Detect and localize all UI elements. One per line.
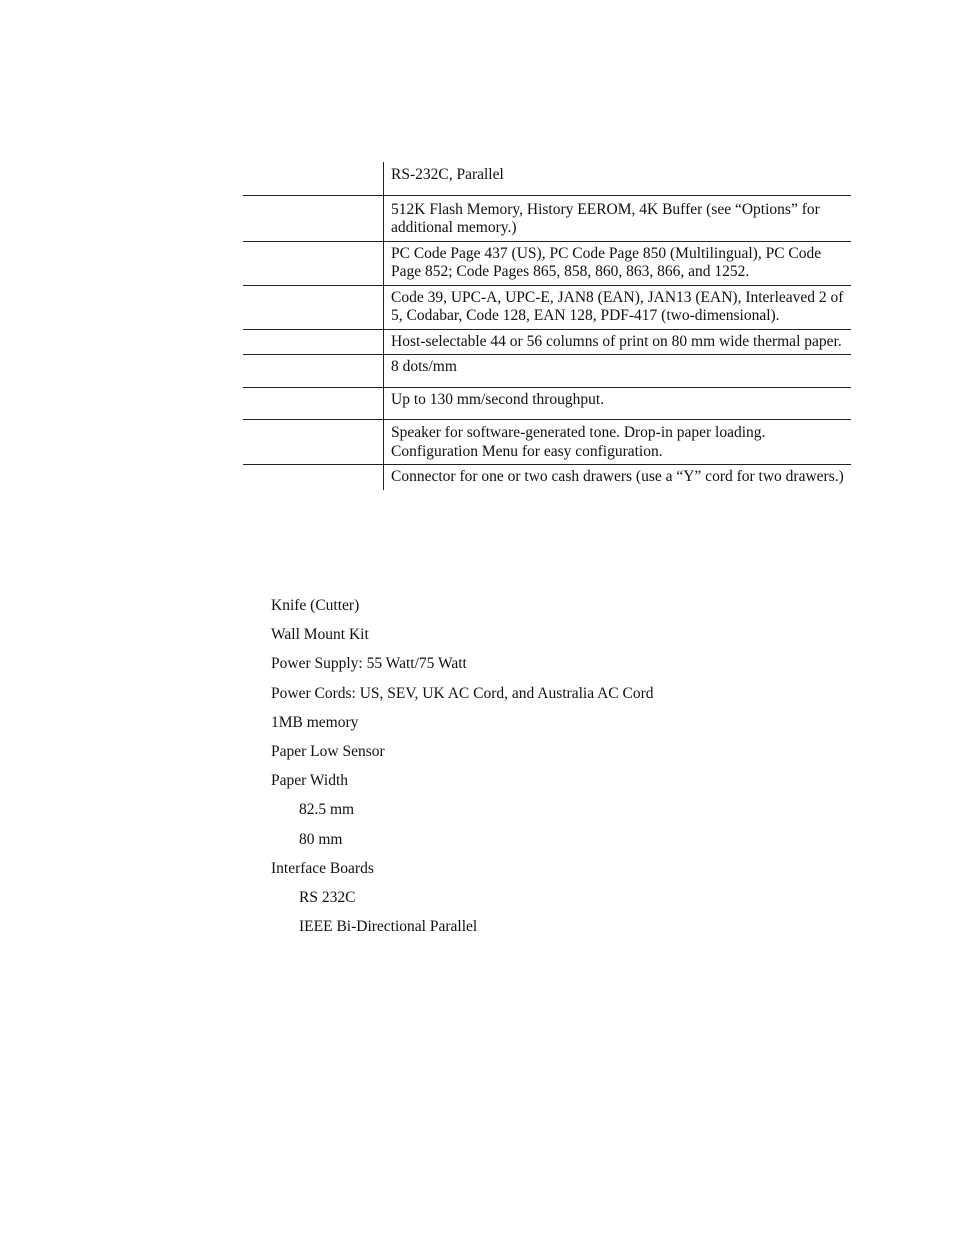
- spec-label-cell: [243, 286, 383, 329]
- list-item: Paper Width: [271, 772, 349, 790]
- spec-value-memory: 512K Flash Memory, History EEROM, 4K Buffer (see “Options” for additional memory.): [383, 196, 851, 241]
- options-list: [271, 597, 654, 947]
- spec-value-features: Speaker for software-generated tone. Drop-in paper loading. Configuration Menu for easy configuration.: [383, 420, 851, 464]
- spec-value-bar-codes: Code 39, UPC-A, UPC-E, JAN8 (EAN), JAN13 (EAN), Interleaved 2 of 5, Codabar, Code 128, EAN 128, PDF-417 (two-dimensional).: [383, 286, 851, 329]
- list-item: Knife (Cutter): [271, 597, 360, 614]
- spec-row-memory: [243, 196, 851, 242]
- spec-label-cell: [243, 196, 383, 241]
- spec-row-bar-codes: [243, 286, 851, 330]
- list-item: Wall Mount Kit: [271, 626, 369, 644]
- spec-label-cell: [243, 388, 383, 420]
- spec-label-cell: [243, 162, 383, 195]
- spec-row-speed: [243, 388, 851, 421]
- spec-label-cell: [243, 420, 383, 464]
- spec-row-cash-drawer: [243, 465, 851, 490]
- list-item: 1MB memory: [271, 713, 359, 731]
- spec-label-cell: [243, 355, 383, 387]
- spec-row-resolution: [243, 355, 851, 388]
- list-item: Power Supply: 55 Watt/75 Watt: [271, 655, 467, 673]
- spec-row-features: [243, 420, 851, 465]
- list-subitem: 80 mm: [299, 830, 343, 848]
- spec-label-cell: [243, 465, 383, 490]
- spec-value-interface: RS-232C, Parallel: [383, 162, 851, 195]
- spec-value-speed: Up to 130 mm/second throughput.: [383, 388, 851, 420]
- list-subitem: RS 232C: [299, 888, 356, 906]
- spec-table: [243, 162, 851, 490]
- spec-value-resolution: 8 dots/mm: [383, 355, 851, 387]
- spec-row-print-columns: [243, 330, 851, 356]
- spec-label-cell: [243, 242, 383, 285]
- list-item: Interface Boards: [271, 859, 374, 877]
- list-subitem: 82.5 mm: [299, 801, 355, 819]
- spec-row-code-pages: [243, 242, 851, 286]
- list-item: Paper Low Sensor: [271, 742, 385, 760]
- spec-value-cash-drawer: Connector for one or two cash drawers (use a “Y” cord for two drawers.): [383, 465, 851, 490]
- spec-value-code-pages: PC Code Page 437 (US), PC Code Page 850 (Multilingual), PC Code Page 852; Code Pages 865, 858, 860, 863, 866, and 1252.: [383, 242, 851, 285]
- spec-row-interface: [243, 162, 851, 196]
- list-subitem: IEEE Bi-Directional Parallel: [299, 918, 478, 936]
- spec-value-print-columns: Host-selectable 44 or 56 columns of print on 80 mm wide thermal paper.: [383, 330, 851, 355]
- list-item: Power Cords: US, SEV, UK AC Cord, and Australia AC Cord: [271, 684, 654, 702]
- spec-label-cell: [243, 330, 383, 355]
